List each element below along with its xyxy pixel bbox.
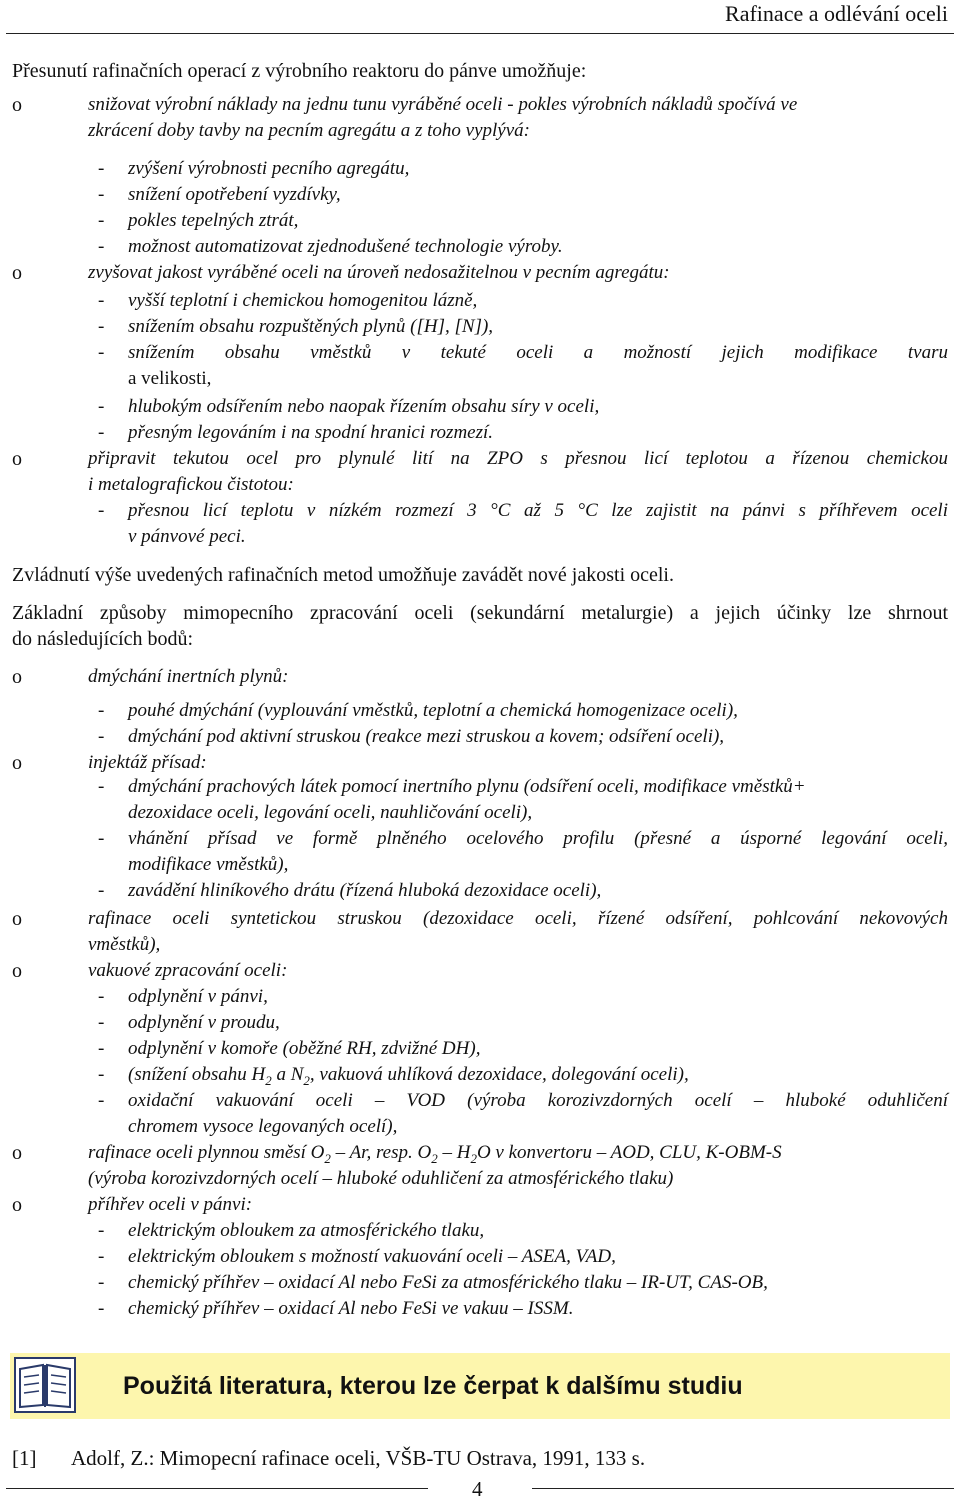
page-number: 4 — [472, 1477, 483, 1501]
list-item: dmýchání prachových látek pomocí inertního plynu (odsíření oceli, modifikace vměstků+ — [128, 776, 806, 797]
list-item-continuation: v pánvové peci. — [128, 526, 246, 547]
subscript: 2 — [265, 1072, 272, 1088]
list-item: chemický příhřev – oxidací Al nebo FeSi za atmosférického tlaku – IR-UT, CAS-OB, — [128, 1272, 768, 1293]
bullet-text: injektáž přísad: — [88, 752, 207, 773]
list-item: elektrickým obloukem za atmosférického tlaku, — [128, 1220, 485, 1241]
dash-marker: - — [98, 1220, 105, 1241]
dash-marker: - — [98, 422, 105, 443]
running-header: Rafinace a odlévání oceli — [725, 1, 948, 26]
dash-marker: - — [98, 1246, 105, 1267]
subscript: 2 — [470, 1150, 477, 1166]
list-item: odplynění v komoře (oběžné RH, zdvižné DH), — [128, 1038, 481, 1059]
paragraph: do následujících bodů: — [12, 628, 194, 650]
footer-rule-right — [532, 1488, 954, 1489]
dash-marker: - — [98, 1012, 105, 1033]
bullet-marker: o — [12, 960, 22, 982]
list-item: snížení opotřebení vyzdívky, — [128, 184, 341, 205]
list-item: oxidační vakuování oceli – VOD (výroba korozivzdorných ocelí – hluboké oduhličení — [128, 1090, 948, 1111]
dash-marker: - — [98, 500, 105, 521]
list-item: hlubokým odsířením nebo naopak řízením obsahu síry v oceli, — [128, 396, 600, 417]
header-rule — [6, 33, 954, 34]
list-item: snížením obsahu vměstků v tekuté oceli a možností jejich modifikace tvaru — [128, 342, 948, 363]
bullet-text: příhřev oceli v pánvi: — [88, 1194, 253, 1215]
bullet-text: připravit tekutou ocel pro plynulé lití na ZPO s přesnou licí teplotou a řízenou chemickou — [88, 448, 948, 469]
dash-marker: - — [98, 184, 105, 205]
list-item: pouhé dmýchání (vyplouvání vměstků, teplotní a chemická homogenizace oceli), — [128, 700, 738, 721]
list-item: snížením obsahu rozpuštěných plynů ([H], [N]), — [128, 316, 494, 337]
list-item: vhánění přísad ve formě plněného ocelového profilu (přesné a úsporné legování oceli, — [128, 828, 948, 849]
list-item: elektrickým obloukem s možností vakuování oceli – ASEA, VAD, — [128, 1246, 616, 1267]
dash-marker: - — [98, 986, 105, 1007]
reference-number: [1] — [12, 1446, 37, 1470]
bullet-text: vměstků), — [88, 934, 161, 955]
item-text: – H — [437, 1142, 471, 1163]
item-text: rafinace oceli plynnou směsí O — [88, 1142, 325, 1163]
intro-text: Přesunutí rafinačních operací z výrobního reaktoru do pánve umožňuje: — [12, 60, 587, 82]
dash-marker: - — [98, 1090, 105, 1111]
item-text: (snížení obsahu H — [128, 1064, 266, 1085]
bullet-marker: o — [12, 908, 22, 930]
dash-marker: - — [98, 1064, 105, 1085]
list-item: zvýšení výrobnosti pecního agregátu, — [128, 158, 410, 179]
list-item: pokles tepelných ztrát, — [128, 210, 299, 231]
list-item-continuation: modifikace vměstků), — [128, 854, 289, 875]
paragraph: Zvládnutí výše uvedených rafinačních metod umožňuje zavádět nové jakosti oceli. — [12, 564, 674, 586]
literature-heading: Použitá literatura, kterou lze čerpat k dalšímu studiu — [123, 1372, 743, 1400]
dash-marker: - — [98, 726, 105, 747]
dash-marker: - — [98, 828, 105, 849]
subscript: 2 — [303, 1072, 310, 1088]
bullet-text: i metalografickou čistotou: — [88, 474, 294, 495]
list-item: přesnou licí teplotu v nízkém rozmezí 3 °C až 5 °C lze zajistit na pánvi s příhřevem oceli — [128, 500, 948, 521]
dash-marker: - — [98, 1272, 105, 1293]
dash-marker: - — [98, 1298, 105, 1319]
list-item: chemický příhřev – oxidací Al nebo FeSi ve vakuu – ISSM. — [128, 1298, 574, 1319]
bullet-marker: o — [12, 1194, 22, 1216]
book-icon — [14, 1357, 76, 1413]
item-text: , vakuová uhlíková dezoxidace, dolegování oceli), — [309, 1064, 689, 1085]
dash-marker: - — [98, 880, 105, 901]
subscript: 2 — [431, 1150, 438, 1166]
list-item: přesným legováním i na spodní hranici rozmezí. — [128, 422, 494, 443]
list-item-continuation: dezoxidace oceli, legování oceli, nauhličování oceli), — [128, 802, 533, 823]
item-text: – Ar, resp. O — [330, 1142, 432, 1163]
dash-marker: - — [98, 158, 105, 179]
subscript: 2 — [324, 1150, 331, 1166]
bullet-text: snižovat výrobní náklady na jednu tunu vyráběné oceli - pokles výrobních nákladů spočívá ve — [88, 94, 798, 115]
item-text: a N — [271, 1064, 304, 1085]
bullet-marker: o — [12, 752, 22, 774]
dash-marker: - — [98, 700, 105, 721]
bullet-text: (výroba korozivzdorných ocelí – hluboké oduhličení za atmosférického tlaku) — [88, 1168, 674, 1189]
bullet-marker: o — [12, 94, 22, 116]
bullet-text: dmýchání inertních plynů: — [88, 666, 289, 687]
paragraph: Základní způsoby mimopecního zpracování oceli (sekundární metalurgie) a jejich účinky lze shrnout — [12, 602, 948, 624]
list-item: vyšší teplotní i chemickou homogenitou lázně, — [128, 290, 478, 311]
bullet-marker: o — [12, 666, 22, 688]
footer-rule-left — [6, 1488, 428, 1489]
bullet-marker: o — [12, 448, 22, 470]
dash-marker: - — [98, 776, 105, 797]
bullet-text: rafinace oceli syntetickou struskou (dezoxidace oceli, řízené odsíření, pohlcování nekovových — [88, 908, 948, 929]
bullet-marker: o — [12, 262, 22, 284]
list-item: odplynění v proudu, — [128, 1012, 280, 1033]
bullet-text: vakuové zpracování oceli: — [88, 960, 288, 981]
bullet-marker: o — [12, 1142, 22, 1164]
list-item: zavádění hliníkového drátu (řízená hluboká dezoxidace oceli), — [128, 880, 602, 901]
list-item-continuation: a velikosti, — [128, 368, 212, 389]
dash-marker: - — [98, 290, 105, 311]
bullet-text: zvyšovat jakost vyráběné oceli na úroveň nedosažitelnou v pecním agregátu: — [88, 262, 670, 283]
reference-text: Adolf, Z.: Mimopecní rafinace oceli, VŠB-TU Ostrava, 1991, 133 s. — [71, 1446, 646, 1470]
item-text: O v konvertoru – AOD, CLU, K-OBM-S — [476, 1142, 782, 1163]
dash-marker: - — [98, 236, 105, 257]
list-item: dmýchání pod aktivní struskou (reakce mezi struskou a kovem; odsíření oceli), — [128, 726, 725, 747]
dash-marker: - — [98, 1038, 105, 1059]
dash-marker: - — [98, 396, 105, 417]
dash-marker: - — [98, 316, 105, 337]
dash-marker: - — [98, 342, 105, 363]
bullet-text: zkrácení doby tavby na pecním agregátu a z toho vyplývá: — [88, 120, 530, 141]
list-item: možnost automatizovat zjednodušené technologie výroby. — [128, 236, 563, 257]
list-item-continuation: chromem vysoce legovaných ocelí), — [128, 1116, 398, 1137]
dash-marker: - — [98, 210, 105, 231]
list-item: odplynění v pánvi, — [128, 986, 268, 1007]
